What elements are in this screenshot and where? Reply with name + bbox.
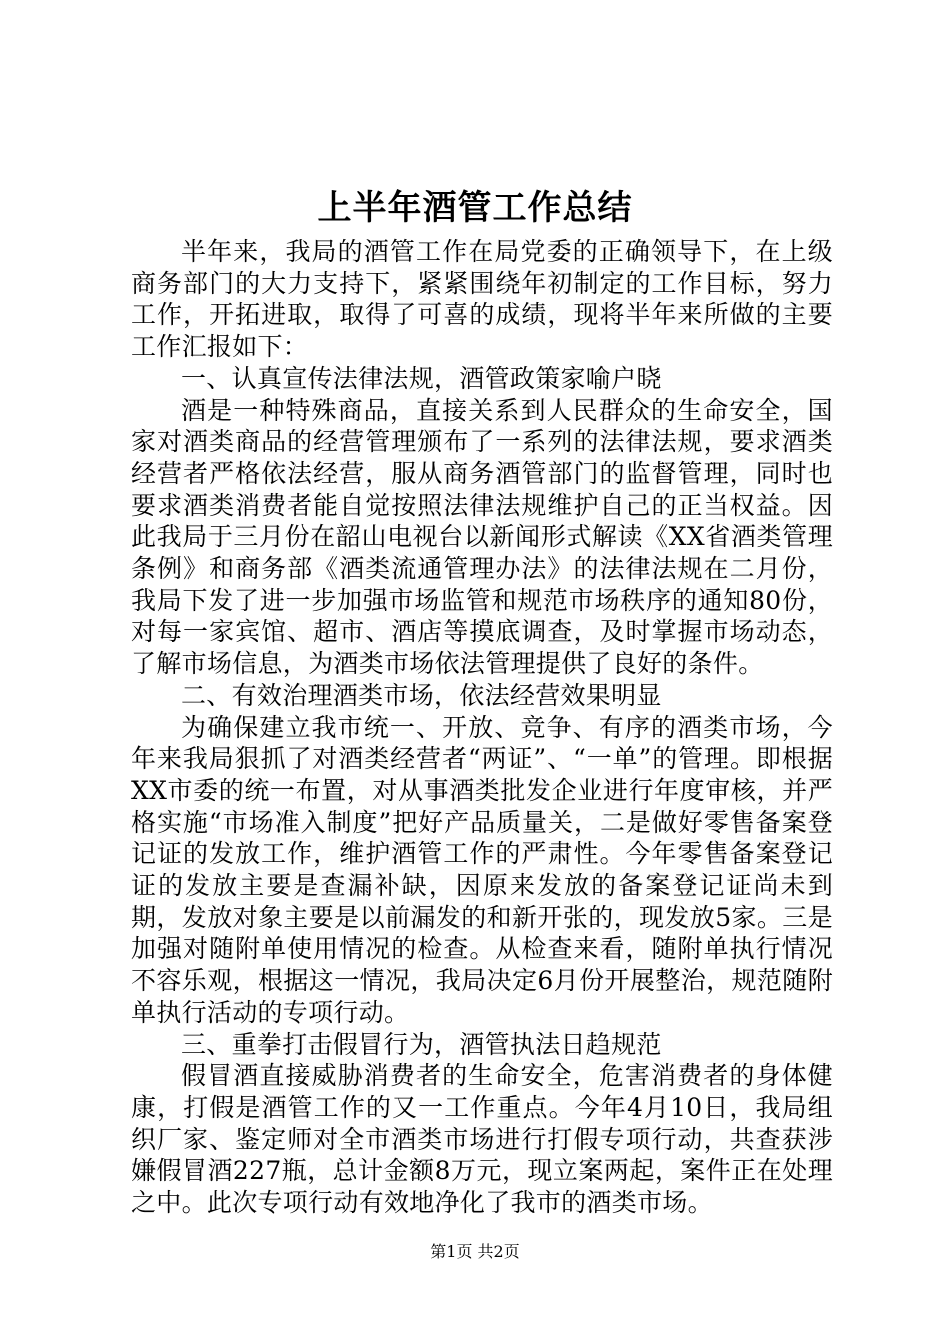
- section-paragraph: 假冒酒直接威胁消费者的生命安全，危害消费者的身体健康，打假是酒管工作的又一工作重点。今年4月10日，我局组织厂家、鉴定师对全市酒类市场进行打假专项行动，共查获涉嫌假冒酒227瓶，总计金额8万元，现立案两起，案件正在处理之中。此次专项行动有效地净化了我市的酒类市场。: [131, 1061, 833, 1218]
- section-paragraph: 为确保建立我市统一、开放、竞争、有序的酒类市场，今年来我局狠抓了对酒类经营者“两证”、“一单”的管理。即根据XX市委的统一布置，对从事酒类批发企业进行年度审核，并严格实施“市场准入制度”把好产品质量关，二是做好零售备案登记证的发放工作，维护酒管工作的严肃性。今年零售备案登记证的发放主要是查漏补缺，因原来发放的备案登记证尚未到期，发放对象主要是以前漏发的和新开张的，现发放5家。三是加强对随附单使用情况的检查。从检查来看，随附单执行情况不容乐观，根据这一情况，我局决定6月份开展整治，规范随附单执行活动的专项行动。: [131, 712, 833, 1027]
- section-paragraph: 酒是一种特殊商品，直接关系到人民群众的生命安全，国家对酒类商品的经营管理颁布了一系列的法律法规，要求酒类经营者严格依法经营，服从商务酒管部门的监督管理，同时也要求酒类消费者能自觉按照法律法规维护自己的正当权益。因此我局于三月份在韶山电视台以新闻形式解读《XX省酒类管理条例》和商务部《酒类流通管理办法》的法律法规在二月份，我局下发了进一步加强市场监管和规范市场秩序的通知80份，对每一家宾馆、超市、酒店等摸底调查，及时掌握市场动态，了解市场信息，为酒类市场依法管理提供了良好的条件。: [131, 395, 833, 679]
- section-heading: 三、重拳打击假冒行为，酒管执法日趋规范: [181, 1029, 662, 1059]
- intro-paragraph: 半年来，我局的酒管工作在局党委的正确领导下，在上级商务部门的大力支持下，紧紧围绕年初制定的工作目标，努力工作，开拓进取，取得了可喜的成绩，现将半年来所做的主要工作汇报如下：: [131, 237, 833, 362]
- section-heading: 二、有效治理酒类市场，依法经营效果明显: [181, 680, 662, 710]
- section-heading: 一、认真宣传法律法规，酒管政策家喻户晓: [181, 363, 662, 393]
- document-body: [131, 236, 833, 1219]
- document-title: 上半年酒管工作总结: [317, 188, 633, 228]
- page-number-footer: 第1页 共2页: [430, 1242, 520, 1261]
